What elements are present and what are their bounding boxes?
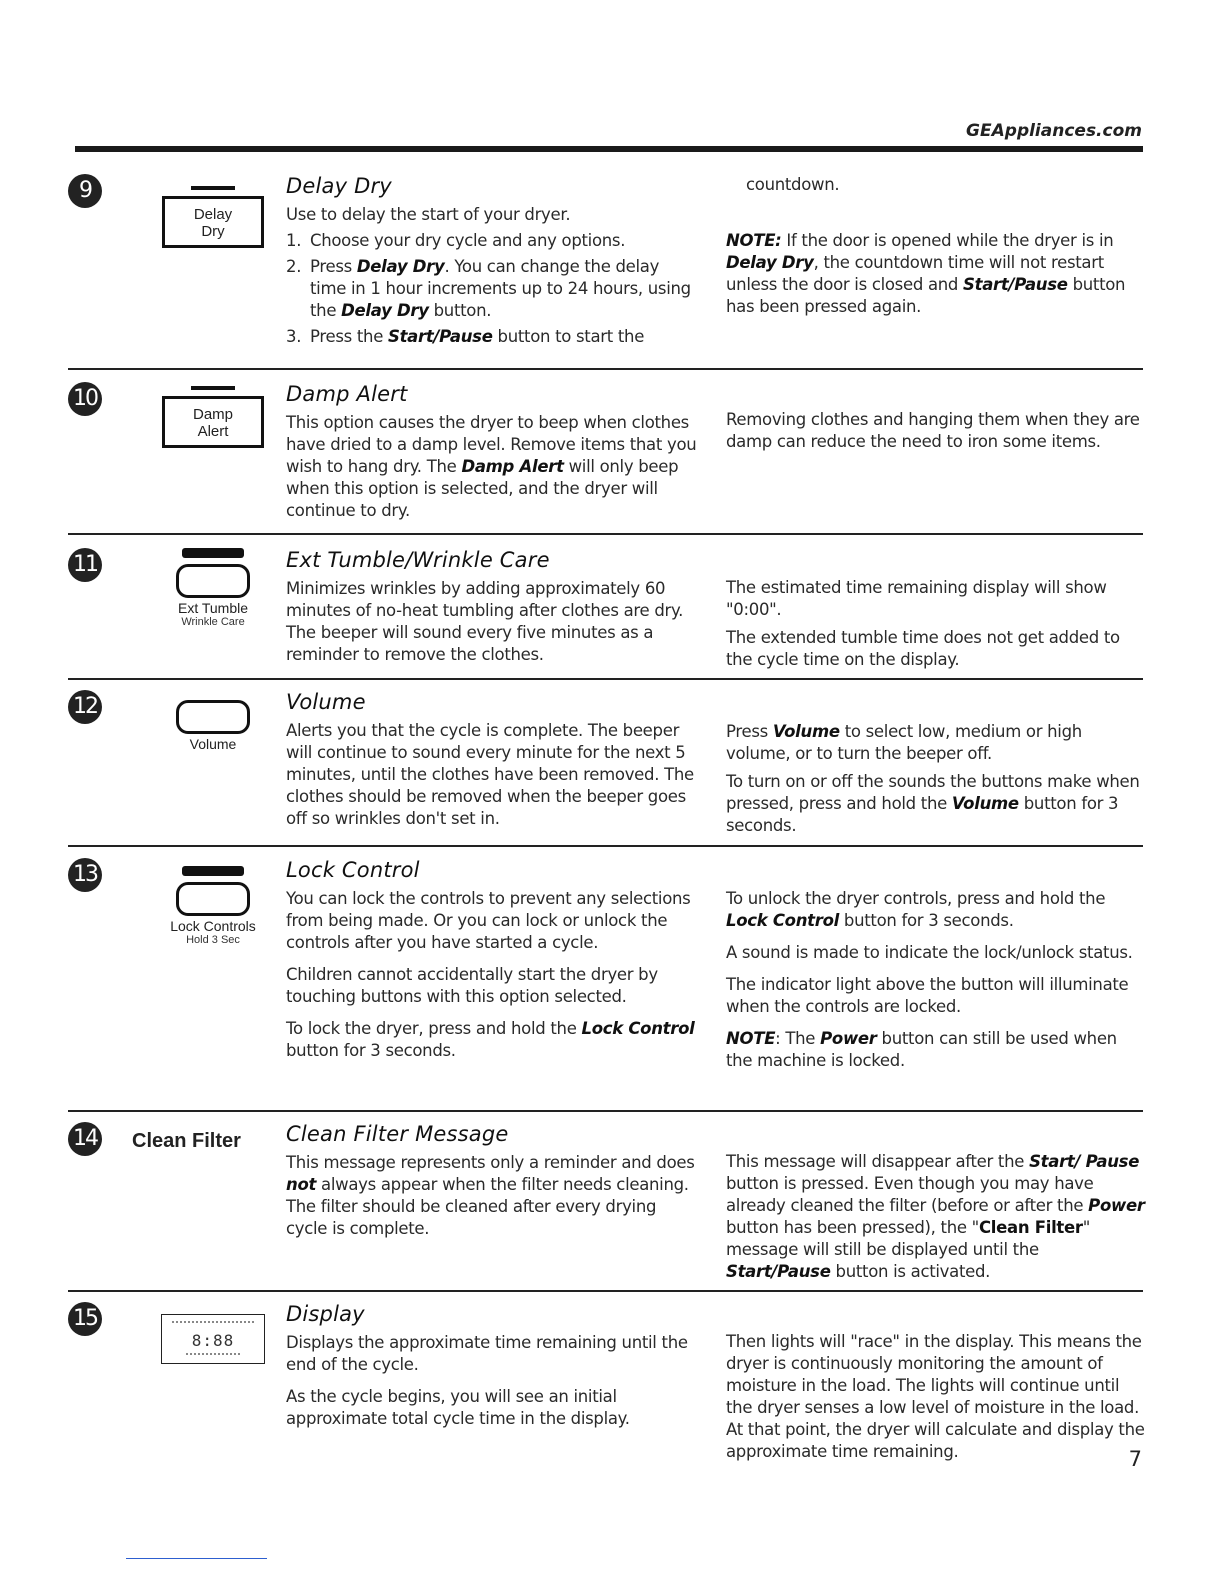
header-rule (75, 146, 1143, 152)
note-text: NOTE: The Power button can still be used when the machine is locked. (726, 1029, 1117, 1070)
icon-label: Lock Controls (170, 918, 256, 934)
display-indicators (172, 1321, 254, 1324)
intro-text: Use to delay the start of your dryer. (286, 205, 571, 224)
section-number: 11 (68, 548, 102, 582)
body-text: To unlock the dryer controls, press and hold the Lock Control button for 3 seconds. (726, 889, 1106, 930)
body-text: Minimizes wrinkles by adding approximately 60 minutes of no-heat tumbling after clothes are dry. The beeper will sound every five minutes as a reminder to remove the clothes. (286, 579, 684, 664)
body-text: This message will disappear after the Start/ Pause button is pressed. Even though you may have already cleaned the filter (before or after the Power button has been pressed), the "Clean Filter" message will still be displayed until the Start/Pause button is activated. (726, 1152, 1145, 1281)
footer-link-rule (126, 1558, 267, 1559)
icon-sublabel: Hold 3 Sec (186, 934, 240, 946)
body-text: countdown. (746, 175, 840, 194)
clean-filter-label: Clean Filter (132, 1130, 241, 1152)
body-text: To turn on or off the sounds the buttons make when pressed, press and hold the Volume button for 3 seconds. (726, 772, 1140, 835)
section-divider (68, 678, 1143, 680)
body-text: To lock the dryer, press and hold the Lock Control button for 3 seconds. (286, 1019, 695, 1060)
body-text: The indicator light above the button will illuminate when the controls are locked. (726, 975, 1129, 1016)
button-outline (176, 700, 250, 734)
button-outline (176, 882, 250, 916)
body-text: This option causes the dryer to beep when clothes have dried to a damp level. Remove items that you wish to hang dry. The Damp Alert will only beep when this option is selected, and the dryer will continue to dry. (286, 413, 697, 520)
section-divider (68, 845, 1143, 847)
display-digits: 8:88 (191, 1331, 235, 1350)
body-text: Removing clothes and hanging them when they are damp can reduce the need to iron some items. (726, 410, 1140, 451)
list-item: 3. Press the Start/Pause button to start the (286, 327, 645, 346)
icon-line: Damp (192, 406, 233, 423)
body-text: You can lock the controls to prevent any selections from being made. Or you can lock or unlock the controls after you have started a cycle. (286, 889, 691, 952)
display-outline (161, 1314, 265, 1364)
body-text: The estimated time remaining display will show "0:00". (726, 578, 1107, 619)
site-url: GEAppliances.com (966, 121, 1142, 141)
section-title: Clean Filter Message (286, 1122, 509, 1146)
list-item: 1. Choose your dry cycle and any options. (286, 231, 626, 250)
body-text: The extended tumble time does not get added to the cycle time on the display. (726, 628, 1120, 669)
body-text: Children cannot accidentally start the dryer by touching buttons with this option selected. (286, 965, 658, 1006)
section-title: Display (286, 1302, 365, 1326)
section-number: 9 (68, 174, 102, 208)
section-number: 12 (68, 690, 102, 724)
section-title: Volume (286, 690, 366, 714)
icon-label: Volume (189, 736, 237, 752)
section-title: Delay Dry (286, 174, 392, 198)
damp-alert-button-icon (128, 386, 298, 448)
button-outline (162, 396, 264, 448)
display-indicators (186, 1353, 240, 1356)
display-panel-icon (128, 1314, 298, 1364)
body-text: Then lights will "race" in the display. This means the dryer is continuously monitoring the amount of moisture in the load. The lights will continue until the dryer senses a low level of moisture in the load. At that point, the dryer will calculate and display the approximate time remaining. (726, 1332, 1145, 1461)
section-number: 13 (68, 858, 102, 892)
icon-line: Alert (197, 423, 229, 440)
section-divider (68, 368, 1143, 370)
section-number: 15 (68, 1302, 102, 1336)
indicator-bar (182, 866, 244, 876)
steps-list (286, 230, 698, 348)
ext-tumble-button-icon (128, 548, 298, 628)
note-text: NOTE: If the door is opened while the dryer is in Delay Dry, the countdown time will not restart unless the door is closed and Start/Pause button has been pressed again. (726, 231, 1126, 316)
button-outline (176, 564, 250, 598)
body-text: Displays the approximate time remaining until the end of the cycle. (286, 1333, 688, 1374)
indicator-bar (191, 386, 235, 390)
body-text: Alerts you that the cycle is complete. The beeper will continue to sound every minute for the next 5 minutes, until the clothes have been removed. The clothes should be removed when the beeper goes off so wrinkles don't set in. (286, 721, 694, 828)
indicator-bar (191, 186, 235, 190)
section-divider (68, 1110, 1143, 1112)
body-text: Press Volume to select low, medium or high volume, or to turn the beeper off. (726, 722, 1082, 763)
section-title: Damp Alert (286, 382, 408, 406)
section-title: Ext Tumble/Wrinkle Care (286, 548, 550, 572)
volume-button-icon (128, 700, 298, 752)
indicator-bar (182, 548, 244, 558)
section-number: 14 (68, 1122, 102, 1156)
delay-dry-button-icon (128, 186, 298, 248)
section-divider (68, 1290, 1143, 1292)
list-item: 2. Press Delay Dry. You can change the delay time in 1 hour increments up to 24 hours, using the Delay Dry button. (286, 257, 691, 320)
icon-label: Ext Tumble (177, 600, 249, 616)
icon-line: Dry (201, 223, 225, 240)
body-text: As the cycle begins, you will see an initial approximate total cycle time in the display. (286, 1387, 630, 1428)
icon-line: Delay (193, 206, 233, 223)
body-text: A sound is made to indicate the lock/unlock status. (726, 943, 1133, 962)
icon-sublabel: Wrinkle Care (181, 616, 245, 628)
button-outline (162, 196, 264, 248)
lock-control-button-icon (128, 866, 298, 946)
section-number: 10 (68, 382, 102, 416)
section-divider (68, 533, 1143, 535)
body-text: This message represents only a reminder and does not always appear when the filter needs cleaning. The filter should be cleaned after every drying cycle is complete. (286, 1153, 695, 1238)
section-title: Lock Control (286, 858, 420, 882)
page-number: 7 (1128, 1447, 1142, 1471)
